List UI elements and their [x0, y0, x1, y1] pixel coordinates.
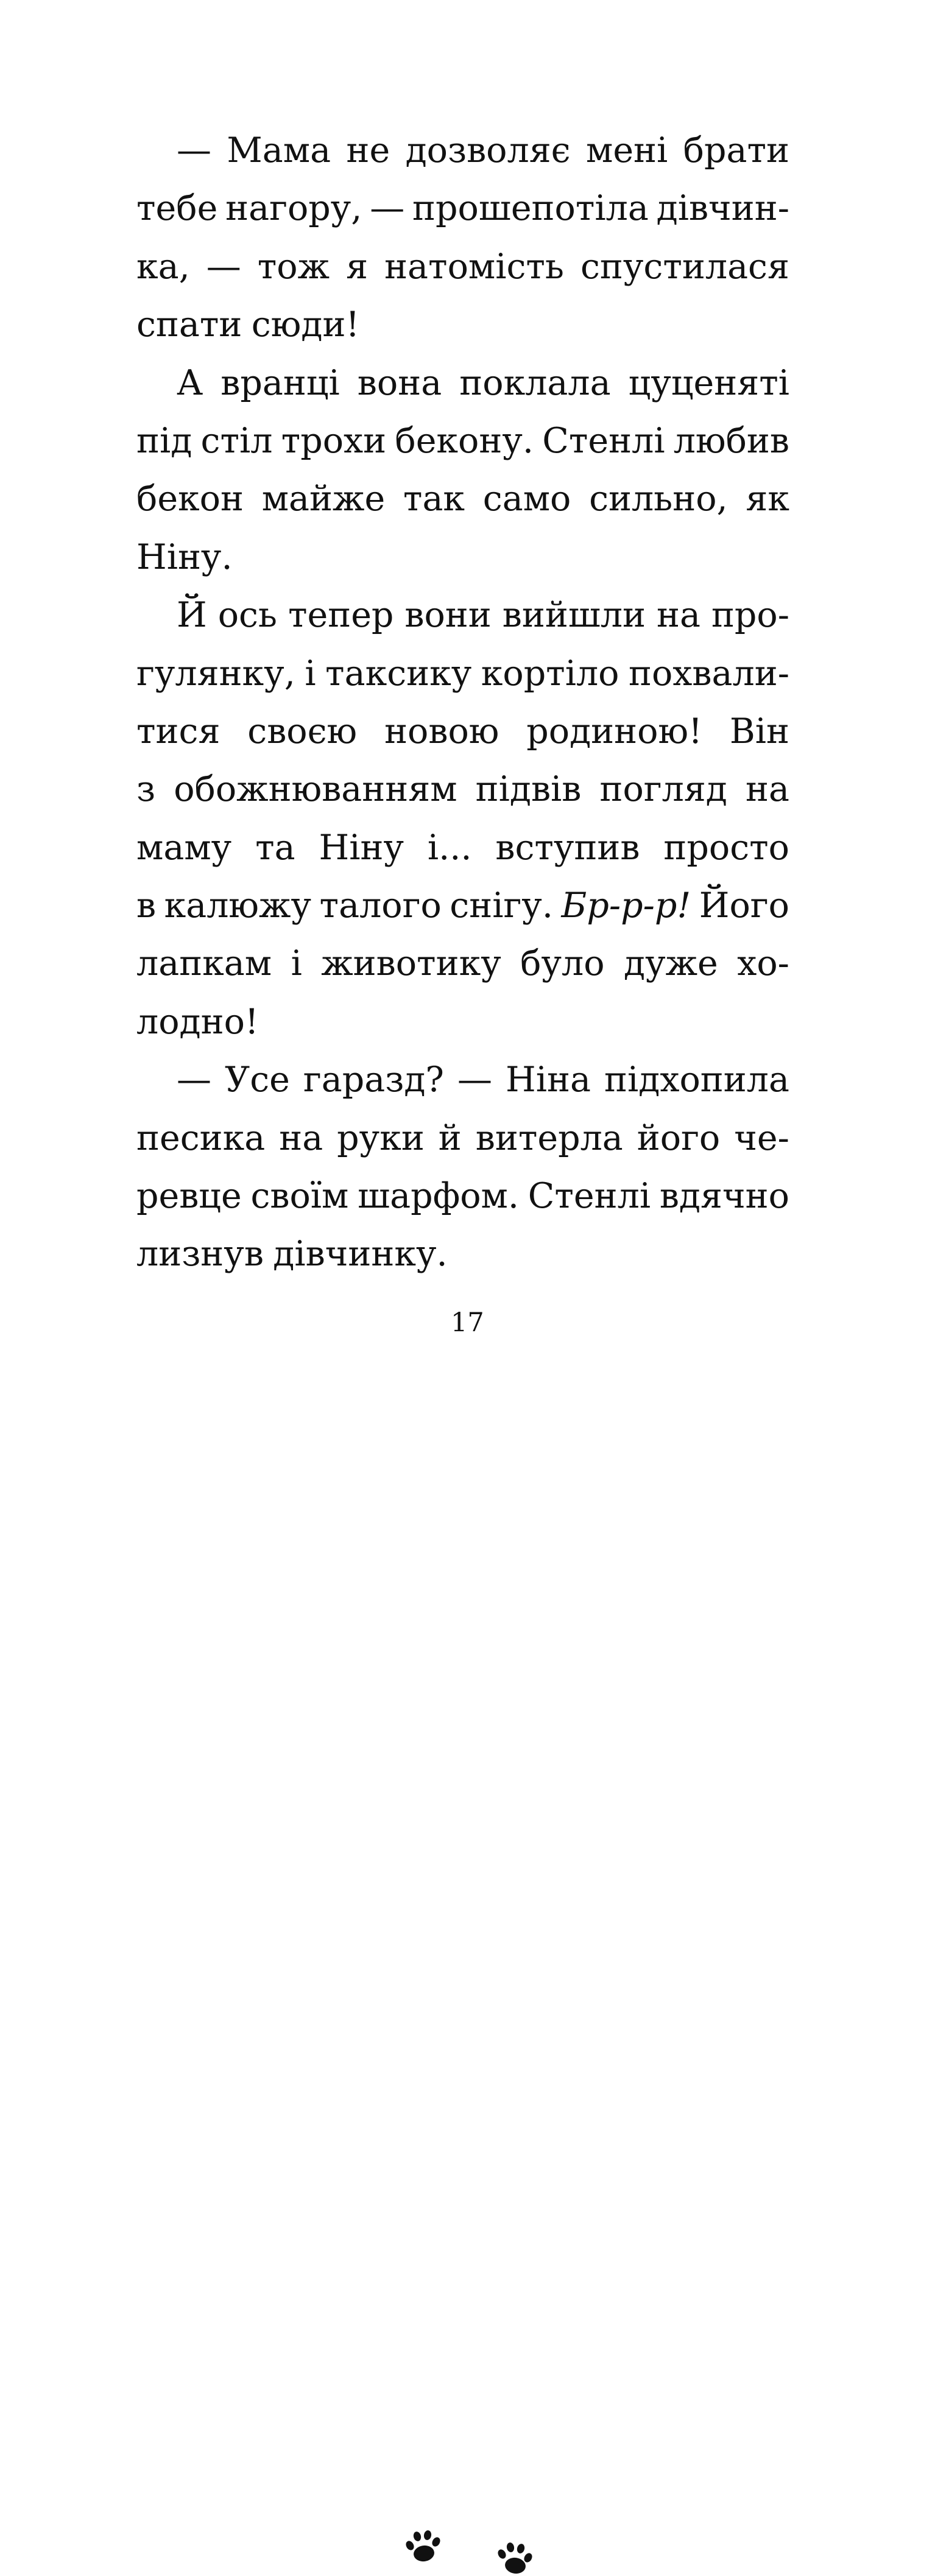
word: і	[305, 653, 316, 694]
word: Він	[729, 711, 789, 751]
word: я	[346, 246, 369, 287]
word: підвів	[475, 769, 582, 810]
word: Ніну	[319, 827, 404, 868]
word: своїм	[250, 1176, 349, 1217]
text-line	[136, 529, 789, 586]
word: шарфом.	[358, 1176, 519, 1217]
text-line	[136, 645, 789, 703]
word: вийшли	[502, 595, 646, 636]
word: було	[520, 943, 605, 984]
word: родиною!	[526, 711, 703, 751]
word: так	[403, 479, 465, 519]
word: лизнув	[136, 1234, 264, 1275]
word: вранці	[221, 362, 340, 403]
word: майже	[261, 479, 386, 519]
word: витерла	[475, 1117, 623, 1158]
word: Усе	[225, 1060, 290, 1100]
word: калюжу	[164, 885, 312, 926]
word: поклала	[459, 362, 611, 403]
word: дівчинку.	[273, 1234, 448, 1275]
word: спустилася	[580, 246, 789, 287]
word: погляд	[599, 769, 727, 810]
word: Стенлі	[542, 420, 665, 461]
text-line	[136, 180, 789, 238]
word: дозволяє	[405, 130, 571, 171]
word: натомість	[384, 246, 564, 287]
word: песика	[136, 1117, 266, 1158]
word: тися	[136, 711, 221, 751]
word: А	[177, 362, 203, 403]
word: і	[291, 943, 302, 984]
word: й	[438, 1117, 462, 1158]
word: обожнюванням	[174, 769, 457, 810]
word: —	[370, 188, 405, 229]
word: на	[279, 1117, 323, 1158]
word: бекон	[136, 479, 244, 519]
word: тебе	[136, 188, 218, 229]
word: —	[457, 1060, 493, 1100]
text-line	[136, 1110, 789, 1167]
word: на	[656, 595, 700, 636]
word: тепер	[288, 595, 394, 636]
word: мені	[585, 130, 668, 171]
word: вдячно	[659, 1176, 789, 1217]
text-line	[136, 1167, 789, 1225]
word: сильно,	[589, 479, 728, 519]
word: снігу.	[450, 885, 553, 926]
text-line	[136, 935, 789, 993]
text-line	[136, 586, 789, 644]
word: Й	[177, 595, 207, 636]
word: ка,	[136, 246, 190, 287]
word: любив	[673, 420, 789, 461]
word: під	[136, 420, 192, 461]
text-line	[136, 1225, 789, 1283]
word: підхопила	[604, 1060, 789, 1100]
word: спати	[136, 304, 242, 345]
word: —	[206, 246, 241, 287]
word: не	[346, 130, 390, 171]
word: руки	[337, 1117, 425, 1158]
word: в	[136, 885, 157, 926]
text-line	[136, 703, 789, 761]
word: вони	[404, 595, 492, 636]
text-line	[136, 238, 789, 296]
word: Ніну.	[136, 537, 233, 577]
text-line	[136, 296, 789, 354]
word: таксику	[325, 653, 472, 694]
word: Ніна	[506, 1060, 591, 1100]
body-text	[136, 122, 789, 1284]
word: —	[177, 130, 211, 171]
word: його	[637, 1117, 721, 1158]
word: тож	[257, 246, 330, 287]
text-line	[136, 993, 789, 1051]
text-line	[136, 122, 789, 180]
word: трохи	[281, 420, 387, 461]
word: сюди!	[251, 304, 360, 345]
text-line	[136, 761, 789, 818]
word: та	[255, 827, 295, 868]
word: ревце	[136, 1176, 242, 1217]
word: новою	[384, 711, 499, 751]
text-line	[136, 1051, 789, 1109]
word: вступив	[495, 827, 640, 868]
word: прошепотіла	[412, 188, 649, 229]
word: про-	[711, 595, 789, 636]
word: з	[136, 769, 156, 810]
word: на	[746, 769, 789, 810]
text-line	[136, 470, 789, 528]
word: гаразд?	[303, 1060, 444, 1100]
word: і...	[427, 827, 472, 868]
word: лодно!	[136, 1001, 259, 1042]
word: дуже	[623, 943, 718, 984]
text-line	[136, 877, 789, 935]
word: як	[746, 479, 789, 519]
word: ось	[217, 595, 277, 636]
word: кортіло	[481, 653, 619, 694]
word: своєю	[247, 711, 358, 751]
word: само	[482, 479, 571, 519]
word: нагору,	[225, 188, 362, 229]
word: хо-	[737, 943, 789, 984]
word: стіл	[200, 420, 273, 461]
word: че-	[734, 1117, 789, 1158]
italic-word: Бр-р-р!	[561, 885, 691, 926]
text-line	[136, 819, 789, 877]
text-line	[136, 354, 789, 412]
word: похвали-	[628, 653, 789, 694]
word: талого	[319, 885, 442, 926]
word: дівчин-	[656, 188, 789, 229]
word: бекону.	[395, 420, 534, 461]
word: животику	[321, 943, 501, 984]
word: маму	[136, 827, 232, 868]
page-number: 17	[451, 1307, 484, 1338]
word: вона	[357, 362, 442, 403]
word: Його	[699, 885, 789, 926]
word: Стенлі	[527, 1176, 651, 1217]
word: гулянку,	[136, 653, 295, 694]
word: просто	[663, 827, 789, 868]
word: Мама	[227, 130, 331, 171]
word: цуценяті	[628, 362, 789, 403]
text-line	[136, 412, 789, 470]
word: брати	[683, 130, 789, 171]
word: —	[177, 1060, 211, 1100]
word: лапкам	[136, 943, 272, 984]
